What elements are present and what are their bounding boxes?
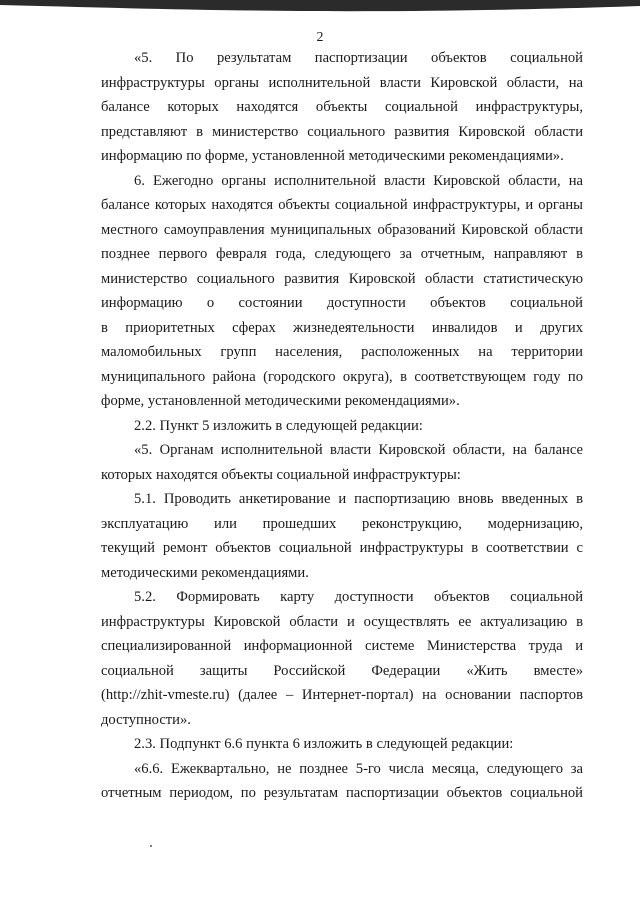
- text-line: 5.2. Формировать карту доступности объектов социальной: [134, 589, 583, 605]
- text-line: балансе которых находятся объекты социальной инфраструктуры, и органы: [101, 197, 583, 213]
- text-line: текущий ремонт объектов социальной инфраструктуры в соответствии с: [101, 540, 583, 556]
- text-line: социальной защиты Российской Федерации «Жить вместе»: [101, 662, 583, 679]
- scan-edge-shadow: [0, 0, 640, 14]
- text-line: маломобильных групп населения, расположенных на территории: [101, 344, 583, 360]
- document-body: [101, 46, 583, 806]
- text-line: форме, установленной методическими рекомендациями».: [101, 393, 460, 409]
- text-line: представляют в министерство социального развития Кировской области: [101, 123, 583, 140]
- text-line: министерство социального развития Кировской области статистическую: [101, 270, 583, 287]
- text-line: эксплуатацию или прошедших реконструкцию, модернизацию,: [101, 515, 583, 532]
- text-line: балансе которых находятся объекты социальной инфраструктуры,: [101, 99, 583, 115]
- text-line: «5. По результатам паспортизации объектов социальной: [134, 50, 583, 66]
- scan-speck: [150, 845, 152, 847]
- text-line: позднее первого февраля года, следующего за отчетным, направляют в: [101, 246, 583, 262]
- text-line: в приоритетных сферах жизнедеятельности инвалидов и других: [101, 319, 583, 336]
- text-line: 2.3. Подпункт 6.6 пункта 6 изложить в следующей редакции:: [134, 736, 514, 752]
- text-line: 6. Ежегодно органы исполнительной власти Кировской области, на: [134, 172, 583, 189]
- text-line: «5. Органам исполнительной власти Кировской области, на балансе: [134, 442, 583, 458]
- text-line: муниципального района (городского округа), в соответствующем году по: [101, 368, 583, 385]
- text-line: методическими рекомендациями.: [101, 564, 309, 581]
- text-line: доступности».: [101, 711, 191, 728]
- page-number: 2: [316, 30, 324, 45]
- text-line: 5.1. Проводить анкетирование и паспортизацию вновь введенных в: [134, 491, 583, 507]
- text-line: инфраструктуры Кировской области и осуществлять ее актуализацию в: [101, 613, 583, 630]
- text-line: (http://zhit-vmeste.ru) (далее – Интернет-портал) на основании паспортов: [101, 687, 583, 703]
- text-line: информацию по форме, установленной методическими рекомендациями».: [101, 148, 564, 164]
- text-line: 2.2. Пункт 5 изложить в следующей редакции:: [134, 417, 423, 434]
- text-line: инфраструктуры органы исполнительной власти Кировской области, на: [101, 74, 583, 91]
- text-line: отчетным периодом, по результатам паспортизации объектов социальной: [101, 785, 583, 801]
- text-line: информацию о состоянии доступности объектов социальной: [101, 295, 583, 311]
- text-line: местного самоуправления муниципальных образований Кировской области: [101, 221, 583, 238]
- text-line: «6.6. Ежеквартально, не позднее 5-го числа месяца, следующего за: [134, 760, 583, 777]
- text-line: которых находятся объекты социальной инфраструктуры:: [101, 466, 461, 483]
- text-line: специализированной информационной системе Министерства труда и: [101, 638, 583, 654]
